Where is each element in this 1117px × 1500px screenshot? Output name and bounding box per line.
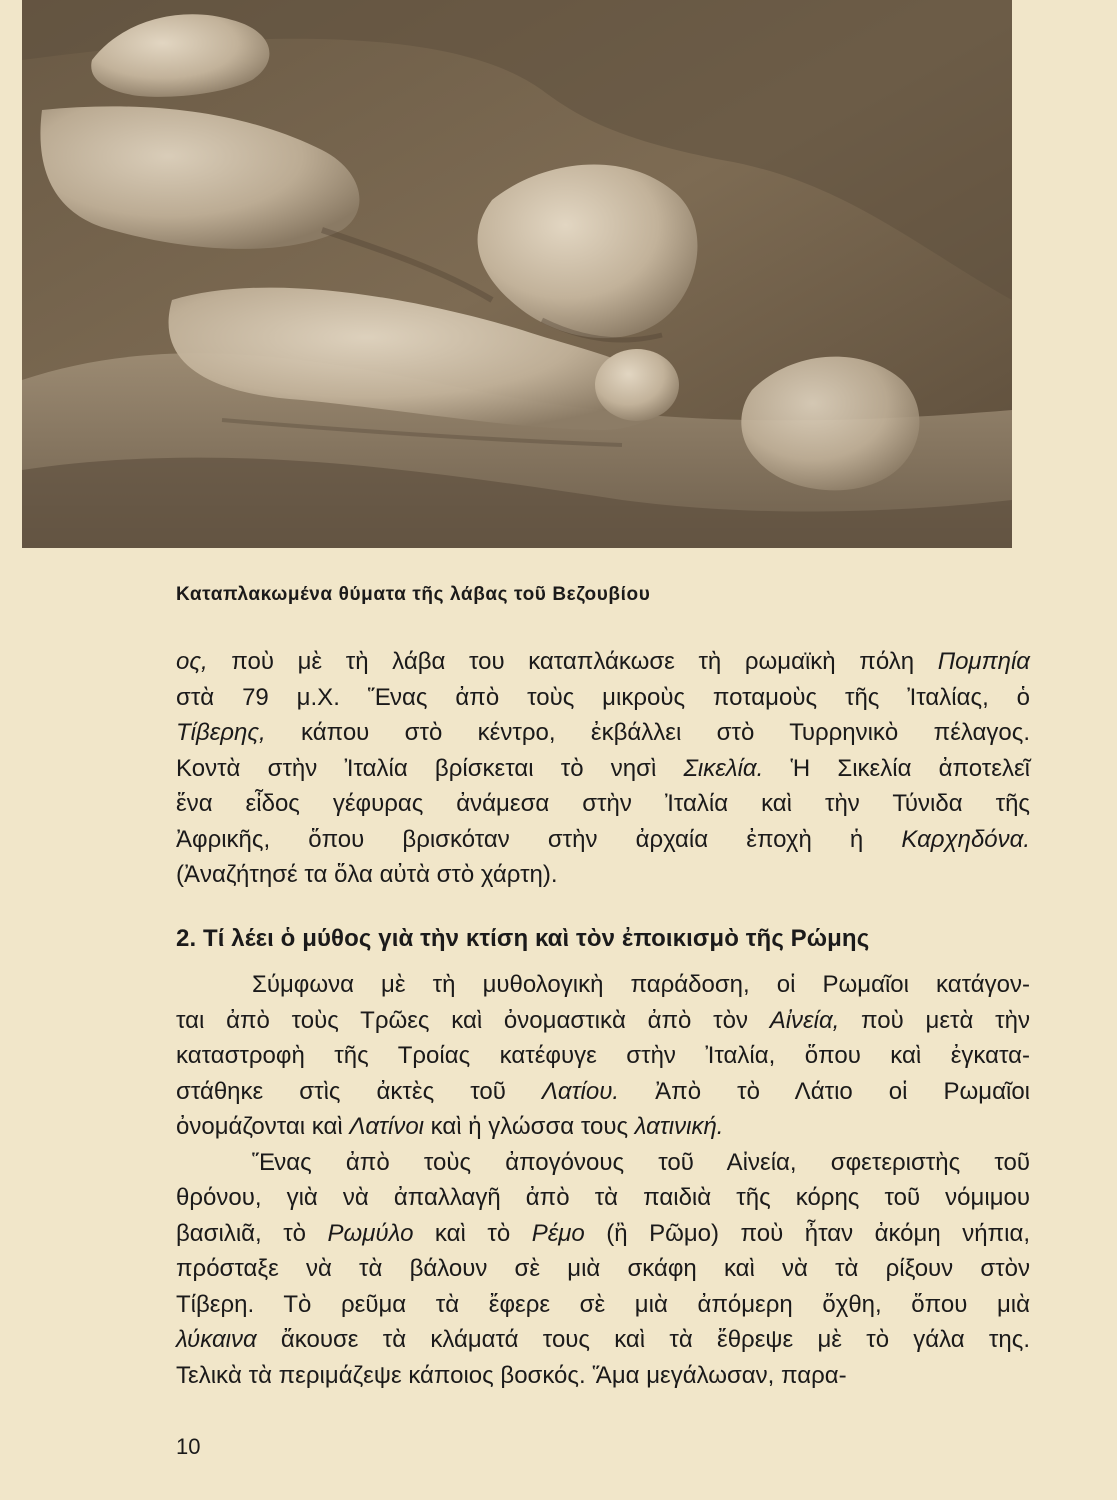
- text-line: [176, 1322, 1030, 1358]
- text-line: [176, 1287, 1030, 1323]
- italic-term: Καρχηδόνα.: [901, 825, 1030, 853]
- paragraph-2-and-3: [176, 967, 1030, 1393]
- text-line: [176, 1358, 1030, 1394]
- section-heading: 2. Τί λέει ὁ μύθος γιὰ τὴν κτίση καὶ τὸν ἐποικισμὸ τῆς Ρώμης: [176, 925, 870, 952]
- italic-term: Λατίου.: [541, 1077, 620, 1105]
- text-line: [176, 1180, 1030, 1216]
- text-span: στάθηκε στὶς ἀκτὲς τοῦ: [176, 1077, 542, 1105]
- italic-term: Ρέμο: [531, 1219, 585, 1247]
- text-span: Σύμφωνα μὲ τὴ μυθολογικὴ παράδοση, οἱ Ρωμαῖοι κατάγον-: [252, 971, 1030, 998]
- text-line: [176, 644, 1030, 680]
- text-line: [176, 1109, 1030, 1145]
- italic-term: Ρωμύλο: [327, 1219, 414, 1247]
- text-span: ται ἀπὸ τοὺς Τρῶες καὶ ὀνομαστικὰ ἀπὸ τὸν: [176, 1006, 770, 1034]
- text-span: Ἀπὸ τὸ Λάτιο οἱ Ρωμαῖοι: [619, 1077, 1030, 1105]
- italic-term: Πομπηία: [937, 648, 1030, 675]
- text-span: θρόνου, γιὰ νὰ ἀπαλλαγῆ ἀπὸ τὰ παιδιὰ τῆς κόρης τοῦ νόμιμου: [176, 1184, 1030, 1211]
- text-span: κάπου στὸ κέντρο, ἐκβάλλει στὸ Τυρρηνικὸ πέλαγος.: [265, 719, 1030, 746]
- text-line: [176, 1038, 1030, 1074]
- text-line: [176, 1074, 1030, 1110]
- italic-term: λατινική.: [634, 1113, 724, 1140]
- text-line: [176, 1251, 1030, 1287]
- text-line: [176, 751, 1030, 787]
- text-span: καταστροφὴ τῆς Τροίας κατέφυγε στὴν Ἰταλία, ὅπου καὶ ἐγκατα-: [176, 1042, 1030, 1069]
- text-span: Ἀφρικῆς, ὅπου βρισκόταν στὴν ἀρχαία ἐποχὴ ἡ: [176, 825, 902, 853]
- text-span: ὀνομάζονται καὶ: [176, 1113, 350, 1140]
- text-line: [176, 822, 1030, 858]
- text-line: [176, 1216, 1030, 1252]
- text-line: [176, 967, 1030, 1003]
- text-span: πρόσταξε νὰ τὰ βάλουν σὲ μιὰ σκάφη καὶ νὰ τὰ ρίξουν στὸν: [176, 1255, 1030, 1282]
- text-line: [176, 680, 1030, 716]
- text-span: καὶ τὸ: [413, 1219, 532, 1247]
- text-span: Ἡ Σικελία ἀποτελεῖ: [763, 754, 1030, 782]
- page-number: 10: [176, 1434, 201, 1459]
- italic-term: Σικελία.: [683, 754, 764, 782]
- text-line: [176, 857, 1030, 893]
- italic-term: λύκαινα: [176, 1326, 257, 1353]
- italic-term: Τίβερης,: [176, 719, 266, 746]
- text-span: στὰ 79 μ.Χ. Ἕνας ἀπὸ τοὺς μικροὺς ποταμοὺς τῆς Ἰταλίας, ὁ: [176, 683, 1030, 711]
- text-line: [176, 1003, 1030, 1039]
- text-line: [176, 786, 1030, 822]
- text-span: (Ἀναζήτησέ τα ὅλα αὐτὰ στὸ χάρτη).: [176, 861, 558, 888]
- text-span: Ἕνας ἀπὸ τοὺς ἀπογόνους τοῦ Αἰνεία, σφετεριστὴς τοῦ: [252, 1148, 1030, 1176]
- text-line: [176, 1145, 1030, 1181]
- text-span: ἕνα εἶδος γέφυρας ἀνάμεσα στὴν Ἰταλία καὶ τὴν Τύνιδα τῆς: [176, 790, 1030, 817]
- text-span: ποὺ μὲ τὴ λάβα του καταπλάκωσε τὴ ρωμαϊκὴ πόλη: [207, 648, 938, 675]
- text-line: [176, 715, 1030, 751]
- text-span: ἄκουσε τὰ κλάματά τους καὶ τὰ ἔθρεψε μὲ τὸ γάλα της.: [256, 1326, 1030, 1353]
- italic-term: ος,: [176, 648, 208, 675]
- text-span: Τελικὰ τὰ περιμάζεψε κάποιος βοσκός. Ἅμα μεγάλωσαν, παρα-: [176, 1361, 847, 1389]
- text-span: Τίβερη. Τὸ ρεῦμα τὰ ἔφερε σὲ μιὰ ἀπόμερη ὄχθη, ὅπου μιὰ: [176, 1290, 1030, 1318]
- italic-term: Λατίνοι: [349, 1113, 425, 1140]
- text-span: καὶ ἡ γλώσσα τους: [424, 1113, 635, 1140]
- pompeii-lava-casts-photo: [22, 0, 1012, 548]
- text-span: (ἢ Ρῶμο) ποὺ ἦταν ἀκόμη νήπια,: [584, 1219, 1030, 1247]
- paragraph-1: [176, 644, 1030, 893]
- text-span: Κοντὰ στὴν Ἰταλία βρίσκεται τὸ νησὶ: [176, 754, 684, 782]
- photo-caption: Καταπλακωμένα θύματα τῆς λάβας τοῦ Βεζουβίου: [176, 584, 651, 605]
- text-span: βασιλιᾶ, τὸ: [176, 1219, 328, 1247]
- text-span: ποὺ μετὰ τὴν: [839, 1006, 1030, 1034]
- italic-term: Αἰνεία,: [769, 1006, 840, 1034]
